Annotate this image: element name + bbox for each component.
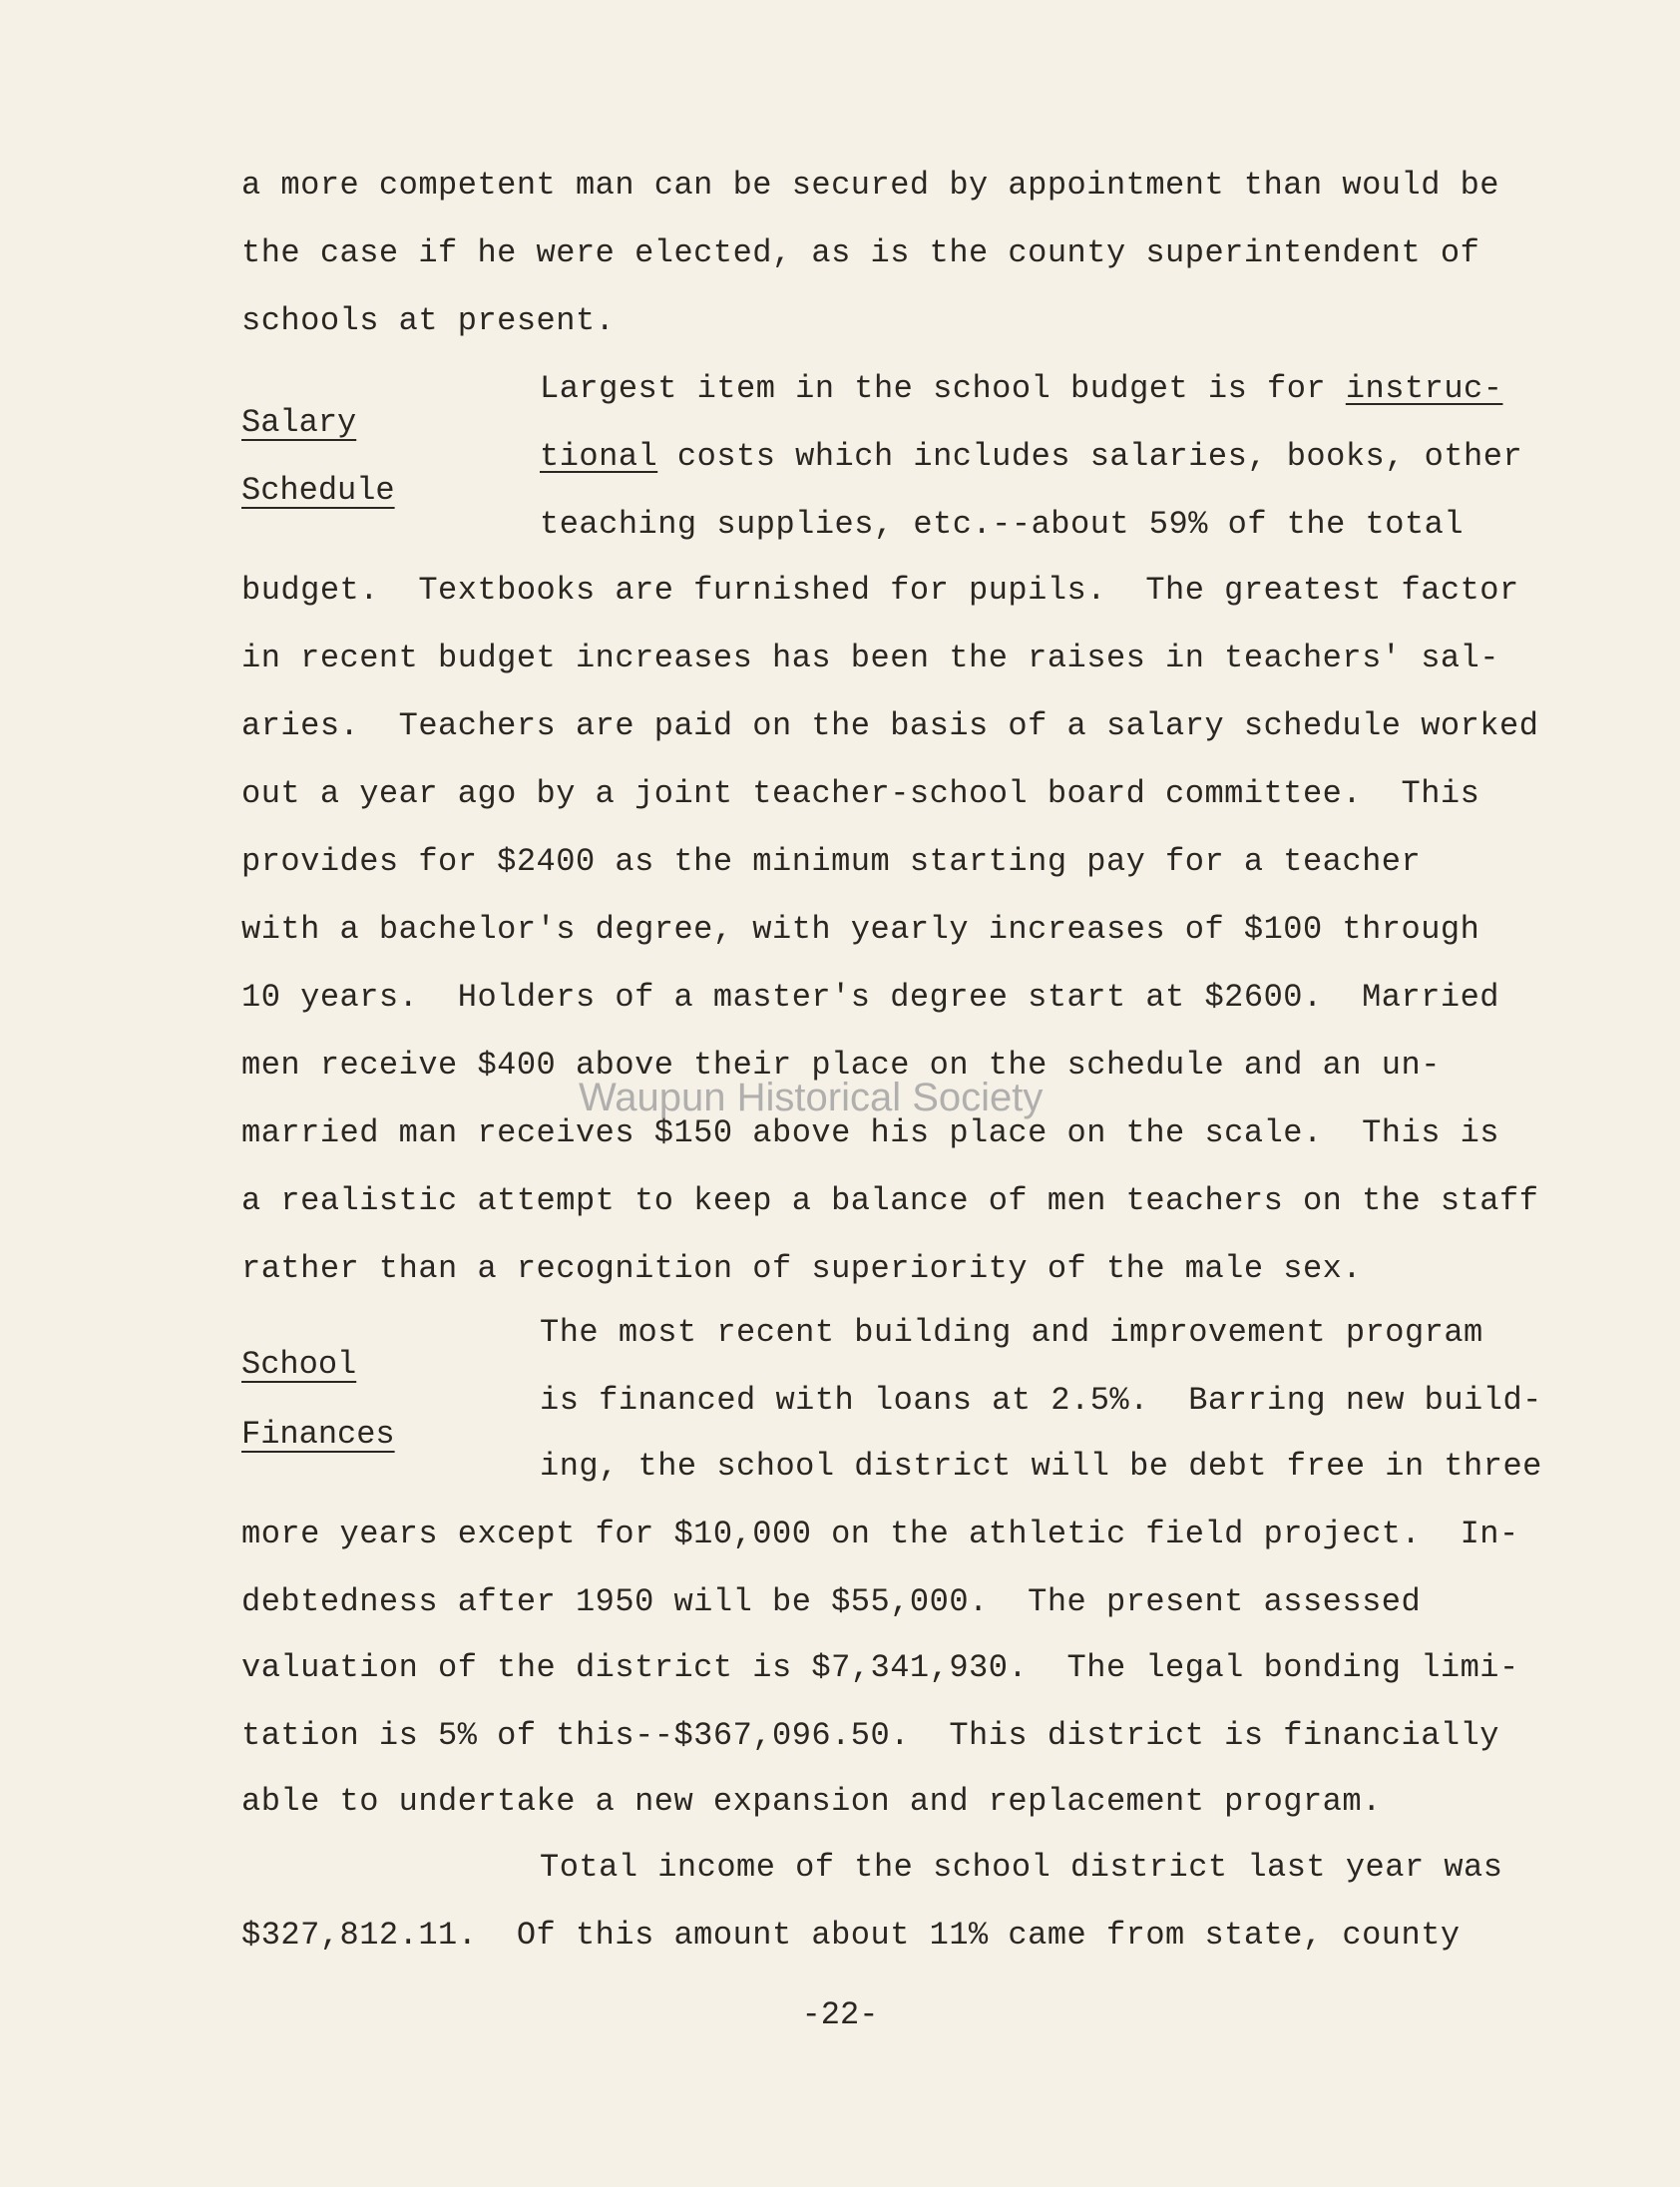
side-heading-salary: Salary xyxy=(241,404,357,441)
text-line: men receive $400 above their place on the schedule and an un- xyxy=(241,1047,1441,1084)
text-line: ing, the school district will be debt free in three xyxy=(540,1448,1542,1485)
text-line: Total income of the school district last year was xyxy=(540,1849,1503,1886)
text-line: a realistic attempt to keep a balance of men teachers on the staff xyxy=(241,1182,1539,1219)
text-span: costs which includes salaries, books, other xyxy=(657,438,1523,475)
text-line: debtedness after 1950 will be $55,000. The present assessed xyxy=(241,1583,1422,1620)
text-line: out a year ago by a joint teacher-school board committee. This xyxy=(241,775,1480,812)
text-line xyxy=(540,369,1502,409)
text-line: teaching supplies, etc.--about 59% of the total xyxy=(540,506,1465,543)
text-line: married man receives $150 above his place on the scale. This is xyxy=(241,1114,1499,1151)
text-line: more years except for $10,000 on the athletic field project. In- xyxy=(241,1516,1519,1552)
underlined-term: tional xyxy=(540,438,658,475)
text-line: 10 years. Holders of a master's degree start at $2600. Married xyxy=(241,979,1499,1016)
text-line xyxy=(540,437,1522,477)
text-line: budget. Textbooks are furnished for pupils. The greatest factor xyxy=(241,572,1519,609)
text-line: valuation of the district is $7,341,930. The legal bonding limi- xyxy=(241,1649,1519,1686)
watermark: Waupun Historical Society xyxy=(579,1076,1044,1119)
text-line: a more competent man can be secured by appointment than would be xyxy=(241,167,1499,204)
side-heading-finances: Finances xyxy=(241,1416,395,1453)
text-line: aries. Teachers are paid on the basis of a salary schedule worked xyxy=(241,707,1539,744)
text-line: provides for $2400 as the minimum starting pay for a teacher xyxy=(241,843,1422,880)
text-line: tation is 5% of this--$367,096.50. This district is financially xyxy=(241,1717,1499,1754)
text-line: able to undertake a new expansion and replacement program. xyxy=(241,1783,1382,1820)
text-line: $327,812.11. Of this amount about 11% came from state, county xyxy=(241,1917,1461,1954)
side-heading-school: School xyxy=(241,1346,357,1383)
text-line: with a bachelor's degree, with yearly increases of $100 through xyxy=(241,911,1480,948)
page-number: -22- xyxy=(801,1996,879,2033)
text-line: The most recent building and improvement program xyxy=(540,1314,1483,1351)
underlined-term: instruc- xyxy=(1345,370,1503,407)
text-span: Largest item in the school budget is for xyxy=(540,370,1346,407)
text-line: in recent budget increases has been the raises in teachers' sal- xyxy=(241,640,1499,676)
text-line: the case if he were elected, as is the county superintendent of xyxy=(241,234,1480,271)
side-heading-schedule: Schedule xyxy=(241,472,395,509)
text-line: is financed with loans at 2.5%. Barring new build- xyxy=(540,1382,1542,1419)
text-line: rather than a recognition of superiority of the male sex. xyxy=(241,1250,1363,1287)
text-line: schools at present. xyxy=(241,302,616,339)
